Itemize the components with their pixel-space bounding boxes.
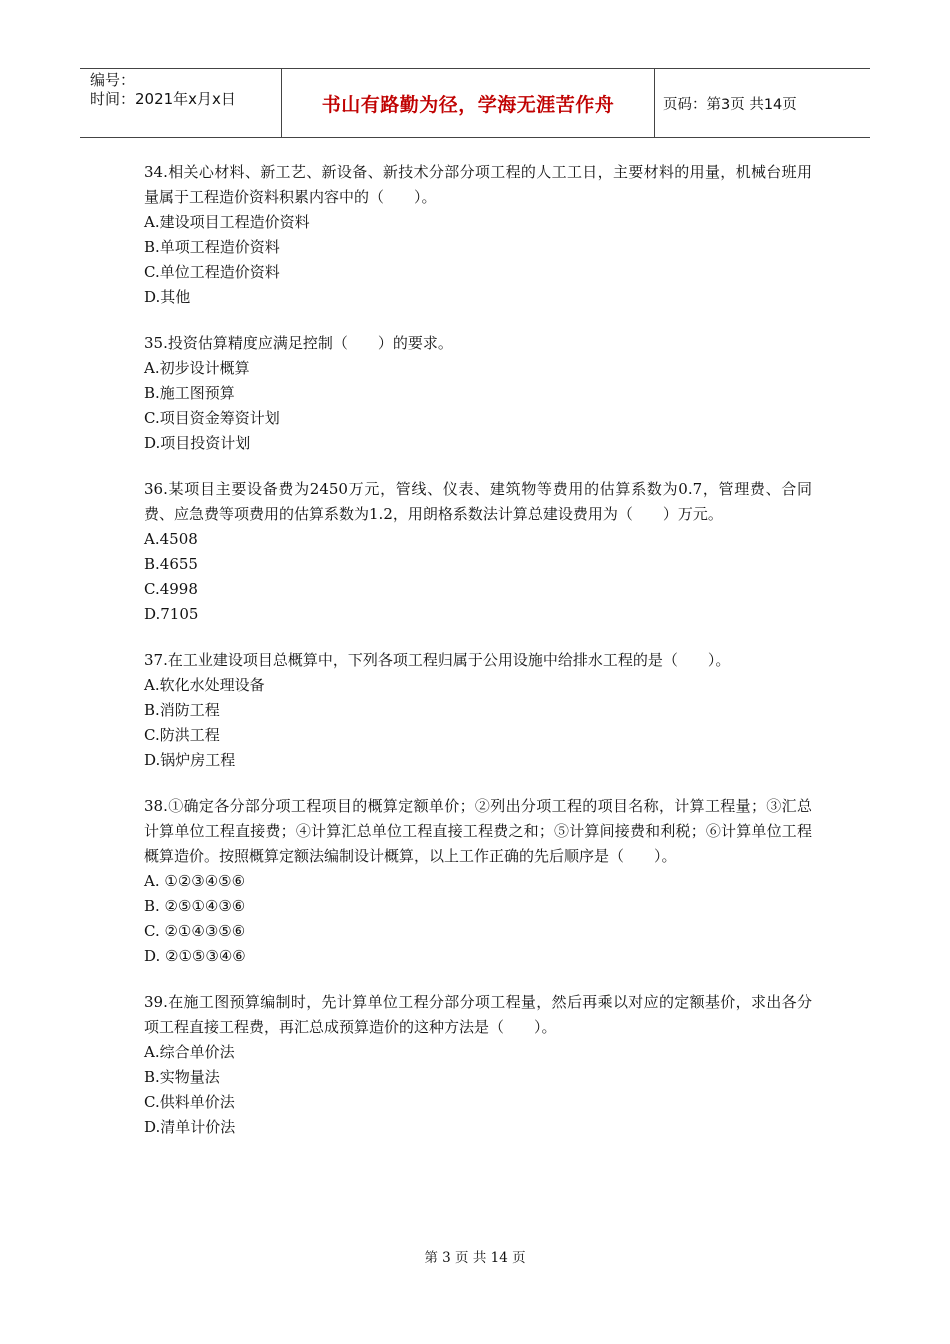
question-list bbox=[144, 160, 812, 1161]
code-label: 编号： bbox=[90, 71, 136, 89]
question-38 bbox=[144, 794, 812, 969]
option-a: A.建设项目工程造价资料 bbox=[144, 213, 310, 231]
header-table bbox=[80, 68, 870, 138]
option-c: C.项目资金筹资计划 bbox=[144, 409, 280, 427]
option-d: D.7105 bbox=[144, 605, 199, 623]
time-label: 时间：2021年x月x日 bbox=[90, 90, 236, 108]
option-a: A. ①②③④⑤⑥ bbox=[144, 872, 246, 890]
option-a: A.综合单价法 bbox=[144, 1043, 235, 1061]
question-36 bbox=[144, 477, 812, 627]
option-d: D.其他 bbox=[144, 288, 191, 306]
header-meta-cell bbox=[80, 69, 280, 137]
question-34 bbox=[144, 160, 812, 310]
option-c: C.单位工程造价资料 bbox=[144, 263, 280, 281]
option-b: B. ②⑤①④③⑥ bbox=[144, 897, 246, 915]
option-b: B.消防工程 bbox=[144, 701, 220, 719]
option-c: C.供料单价法 bbox=[144, 1093, 235, 1111]
question-stem: 34.相关心材料、新工艺、新设备、新技术分部分项工程的人工工日，主要材料的用量，机械台班用量属于工程造价资料积累内容中的（ ）。 bbox=[144, 163, 812, 206]
question-stem: 38.①确定各分部分项工程项目的概算定额单价；②列出分项工程的项目名称，计算工程量；③汇总计算单位工程直接费；④计算汇总单位工程直接工程费之和；⑤计算间接费和利税；⑥计算单位工程概算造价。按照概算定额法编制设计概算，以上工作正确的先后顺序是（ ）。 bbox=[144, 797, 812, 865]
option-a: A.初步设计概算 bbox=[144, 359, 250, 377]
page-info: 页码：第3页 共14页 bbox=[663, 96, 797, 113]
option-c: C.防洪工程 bbox=[144, 726, 220, 744]
option-c: C. ②①④③⑤⑥ bbox=[144, 922, 246, 940]
question-stem: 36.某项目主要设备费为2450万元，管线、仪表、建筑物等费用的估算系数为0.7，管理费、合同费、应急费等项费用的估算系数为1.2，用朗格系数法计算总建设费用为（ ）万元。 bbox=[144, 480, 812, 523]
option-d: D.清单计价法 bbox=[144, 1118, 236, 1136]
question-stem: 39.在施工图预算编制时，先计算单位工程分部分项工程量，然后再乘以对应的定额基价，求出各分项工程直接工程费，再汇总成预算造价的这种方法是（ ）。 bbox=[144, 993, 812, 1036]
option-d: D.锅炉房工程 bbox=[144, 751, 236, 769]
option-d: D.项目投资计划 bbox=[144, 434, 251, 452]
option-b: B.单项工程造价资料 bbox=[144, 238, 280, 256]
header-motto-cell bbox=[281, 69, 655, 137]
question-stem: 37.在工业建设项目总概算中，下列各项工程归属于公用设施中给排水工程的是（ ）。 bbox=[144, 651, 731, 669]
option-b: B.实物量法 bbox=[144, 1068, 220, 1086]
motto: 书山有路勤为径，学海无涯苦作舟 bbox=[321, 93, 615, 116]
option-b: B.4655 bbox=[144, 555, 198, 573]
question-stem: 35.投资估算精度应满足控制（ ）的要求。 bbox=[144, 334, 453, 352]
option-a: A.软化水处理设备 bbox=[144, 676, 265, 694]
option-c: C.4998 bbox=[144, 580, 198, 598]
question-37 bbox=[144, 648, 812, 773]
option-b: B.施工图预算 bbox=[144, 384, 235, 402]
question-35 bbox=[144, 331, 812, 456]
page-footer: 第 3 页 共 14 页 bbox=[424, 1250, 526, 1266]
option-d: D. ②①⑤③④⑥ bbox=[144, 947, 246, 965]
question-39 bbox=[144, 990, 812, 1140]
option-a: A.4508 bbox=[144, 530, 198, 548]
header-page-cell bbox=[655, 69, 870, 137]
